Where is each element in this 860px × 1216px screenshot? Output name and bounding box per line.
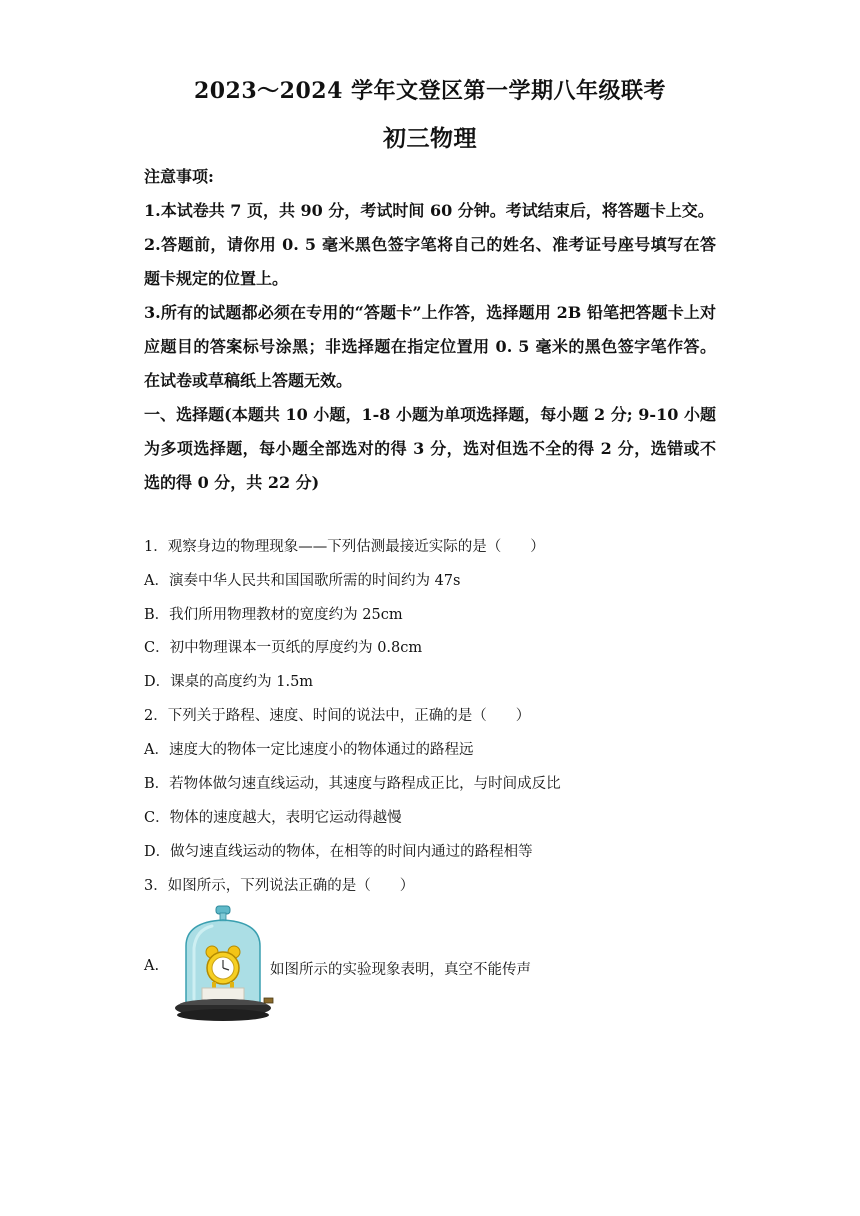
question-1-option-c: C．初中物理课本一页纸的厚度约为 0.8cm [144,640,423,656]
section-heading: 一、选择题(本题共 10 小题，1-8 小题为单项选择题，每小题 2 分; 9-10 小题为多项选择题，每小题全部选对的得 3 分，选对但选不全的得 2 分，选错或不选的得 0 分，共 22 分) [144,405,716,492]
question-1-stem: 1．观察身边的物理现象——下列估测最接近实际的是（ ） [144,539,545,555]
option-text: 如图所示的实验现象表明，真空不能传声 [270,962,531,978]
notes-section [144,160,716,500]
note-item: 2.答题前，请你用 0. 5 毫米黑色签字笔将自己的姓名、准考证号座号填写在答题卡规定的位置上。 [144,235,716,288]
question-1-option-d: D．课桌的高度约为 1.5m [144,674,314,690]
exam-title: 2023～2024 学年文登区第一学期八年级联考 [193,78,667,104]
bell-jar-icon [172,904,276,1024]
question-3-stem: 3．如图所示，下列说法正确的是（ ） [144,878,415,894]
question-2-option-d: D．做匀速直线运动的物体，在相等的时间内通过的路程相等 [144,844,533,860]
question-3-option-a [144,904,704,1024]
note-item: 1.本试卷共 7 页，共 90 分，考试时间 60 分钟。考试结束后，将答题卡上交。 [144,201,714,220]
question-2-stem: 2．下列关于路程、速度、时间的说法中，正确的是（ ） [144,708,531,724]
question-2-option-b: B．若物体做匀速直线运动，其速度与路程成正比，与时间成反比 [144,776,561,792]
subject-title: 初三物理 [383,125,477,152]
question-1-option-b: B．我们所用物理教材的宽度约为 25cm [144,607,403,623]
question-2-option-a: A．速度大的物体一定比速度小的物体通过的路程远 [144,742,474,758]
question-1-option-a: A．演奏中华人民共和国国歌所需的时间约为 47s [144,573,461,589]
question-2-option-c: C．物体的速度越大，表明它运动得越慢 [144,810,402,826]
bell-jar-alarm-clock-image [172,904,276,1024]
option-letter: A. [144,958,160,974]
notes-heading: 注意事项: [144,167,214,186]
note-item: 3.所有的试题都必须在专用的“答题卡”上作答，选择题用 2B 铅笔把答题卡上对应题目的答案标号涂黑；非选择题在指定位置用 0. 5 毫米的黑色签字笔作答。在试卷或草稿纸上答题无效。 [144,303,716,390]
